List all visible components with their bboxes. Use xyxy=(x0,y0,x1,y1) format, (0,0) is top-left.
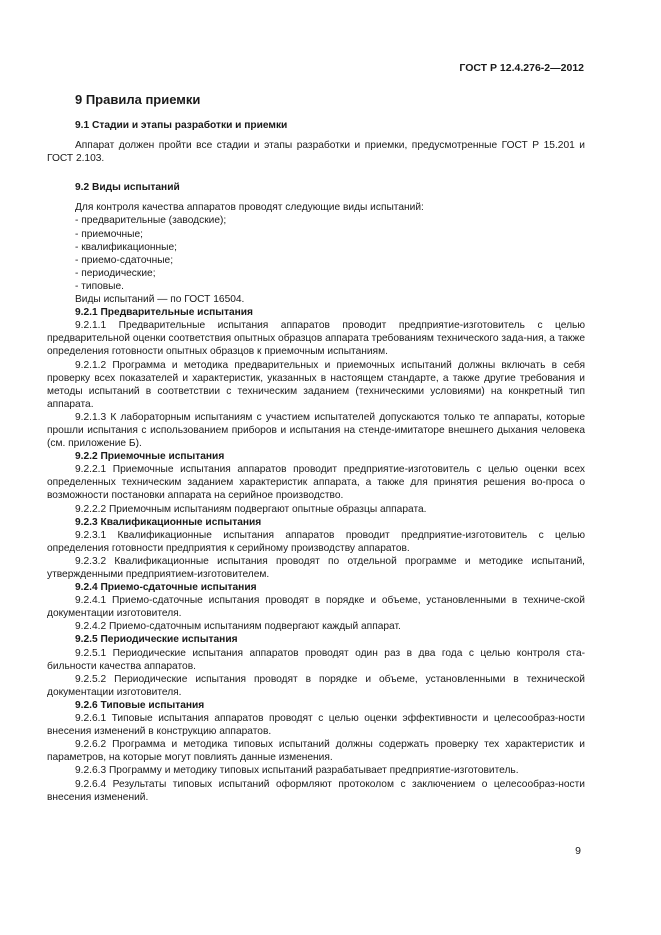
subsection-title-9-1: 9.1 Стадии и этапы разработки и приемки xyxy=(75,120,288,131)
paragraph: 9.2.6.2 Программа и методика типовых испытаний должны содержать проверку тех характеристик и параметров, на которые могут повлиять данные изменения. xyxy=(47,739,585,764)
paragraph: 9.2.1.2 Программа и методика предварительных и приемочных испытаний должны включать в себя проверку всех показателей и характеристик, указанных в настоящем стандарте, а также другие требования и методы испытаний в соответствии с техническим заданием (техническими условиями) на конкретный тип аппарата. xyxy=(47,359,585,410)
paragraph: 9.2.3.2 Квалификационные испытания проводят по отдельной программе и методике испытаний, утвержденными предприятием-изготовителем. xyxy=(47,555,585,580)
list-item: - периодические; xyxy=(75,267,156,279)
paragraph: Аппарат должен пройти все стадии и этапы разработки и приемки, предусмотренные ГОСТ Р 15.201 и ГОСТ 2.103. xyxy=(47,140,585,165)
clause-title-9-2-3: 9.2.3 Квалификационные испытания xyxy=(75,516,262,528)
paragraph: 9.2.4.1 Приемо-сдаточные испытания проводят в порядке и объеме, установленными в техниче-ской документации изготовителя. xyxy=(47,595,585,620)
paragraph: Для контроля качества аппаратов проводят следующие виды испытаний: xyxy=(75,202,424,214)
page-number: 9 xyxy=(575,845,581,857)
list-item: - предварительные (заводские); xyxy=(75,215,227,227)
paragraph: 9.2.6.3 Программу и методику типовых испытаний разрабатывает предприятие-изготовитель. xyxy=(75,765,519,777)
paragraph: 9.2.5.2 Периодические испытания проводят в порядке и объеме, установленными в технической документации изготовителя. xyxy=(47,673,585,698)
paragraph: 9.2.6.1 Типовые испытания аппаратов проводят с целью оценки эффективности и целесообраз-ности внесения изменений в конструкцию аппаратов. xyxy=(47,713,585,738)
list-item: - приемочные; xyxy=(75,228,143,240)
paragraph: 9.2.3.1 Квалификационные испытания аппаратов проводит предприятие-изготовитель с целью определения готовности предприятия к серийному производству аппаратов. xyxy=(47,529,585,554)
list-item: - квалификационные; xyxy=(75,241,177,253)
paragraph: 9.2.5.1 Периодические испытания аппаратов проводят один раз в два года с целью контроля ста-бильности качества аппаратов. xyxy=(47,647,585,672)
document-body xyxy=(47,92,585,804)
subsection-title-9-2: 9.2 Виды испытаний xyxy=(75,182,180,194)
paragraph: 9.2.1.1 Предварительные испытания аппаратов проводит предприятие-изготовитель с целью предварительной оценки соответствия опытных образцов аппарата требованиям технического зада-ния, а также определения готовности опытных образцов к приемочным испытаниям. xyxy=(47,320,585,358)
paragraph: 9.2.6.4 Результаты типовых испытаний оформляют протоколом с заключением о целесообраз-ности внесения изменений. xyxy=(47,778,585,803)
section-title: 9 Правила приемки xyxy=(75,92,201,107)
clause-title-9-2-6: 9.2.6 Типовые испытания xyxy=(75,699,205,711)
test-types-list xyxy=(47,214,585,293)
paragraph: 9.2.4.2 Приемо-сдаточным испытаниям подвергают каждый аппарат. xyxy=(75,621,401,633)
clause-title-9-2-2: 9.2.2 Приемочные испытания xyxy=(75,451,225,463)
paragraph: Виды испытаний — по ГОСТ 16504. xyxy=(75,294,245,306)
paragraph: 9.2.1.3 К лабораторным испытаниям с участием испытателей допускаются только те аппараты, которые прошли испытания с использованием приборов и испытания на стенде-имитаторе внешнего дыхания человека (см. приложение Б). xyxy=(47,411,585,450)
document-code-header: ГОСТ Р 12.4.276-2—2012 xyxy=(459,62,584,74)
list-item: - типовые. xyxy=(75,280,124,292)
paragraph: 9.2.2.2 Приемочным испытаниям подвергают опытные образцы аппарата. xyxy=(75,503,427,515)
clause-title-9-2-4: 9.2.4 Приемо-сдаточные испытания xyxy=(75,582,257,594)
clause-title-9-2-5: 9.2.5 Периодические испытания xyxy=(75,634,238,646)
clause-title-9-2-1: 9.2.1 Предварительные испытания xyxy=(75,307,253,319)
paragraph: 9.2.2.1 Приемочные испытания аппаратов проводит предприятие-изготовитель с целью оценки всех определенных техническим заданием характеристик аппарата, а также для принятия решения во-проса о возможности постановки аппарата на серийное производство. xyxy=(47,464,585,502)
list-item: - приемо-сдаточные; xyxy=(75,254,174,266)
